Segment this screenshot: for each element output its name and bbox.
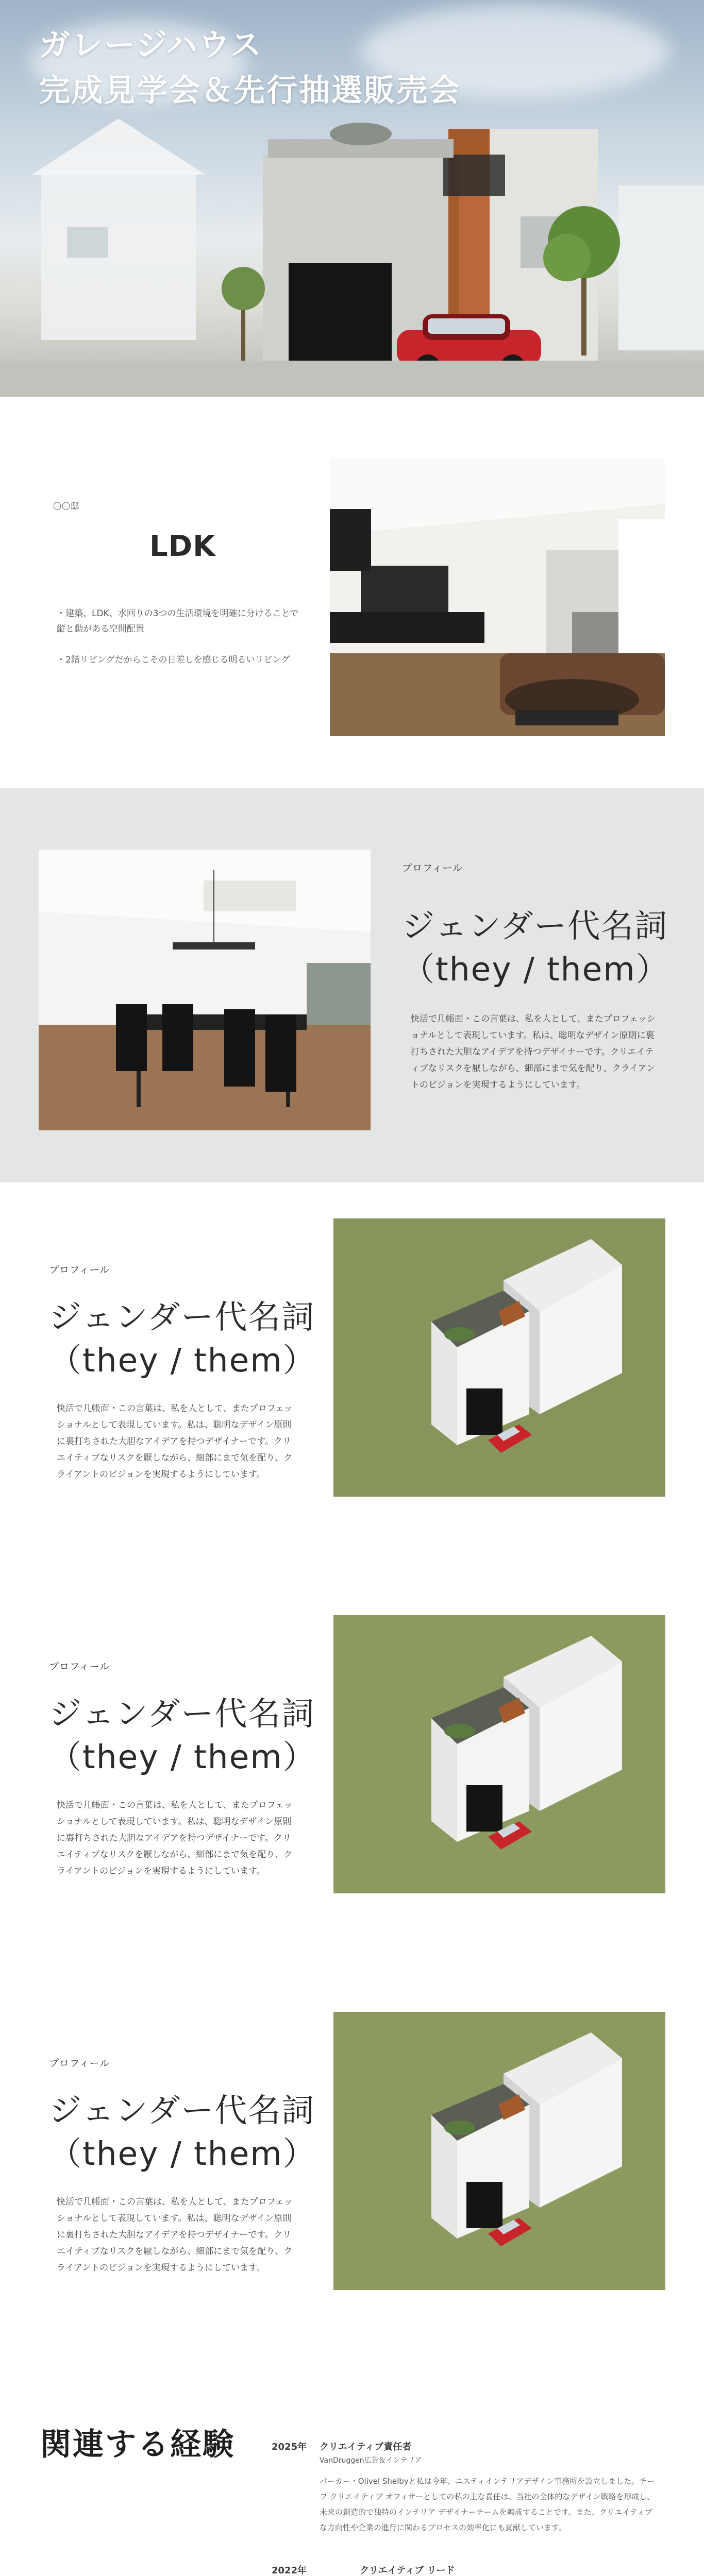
hero-section xyxy=(0,0,704,397)
experience-year: 2025年 xyxy=(272,2442,307,2452)
profile-name-line1: ジェンダー代名詞 xyxy=(49,2092,315,2129)
house-aerial-render xyxy=(333,1615,665,1893)
ldk-paragraph: ・建築、LDK、水回りの3つの生活環境を明確に分けることで縦と動がある空間配置 xyxy=(57,608,299,634)
experience-role: クリエイティブ リード xyxy=(360,2565,455,2576)
profile-name-line1: ジェンダー代名詞 xyxy=(402,907,668,945)
profile-description: 快活で几帳面・この言葉は、私を人として、またプロフェッショナルとして表現しています。私は、聡明なデザイン原則に裏打ちされた大胆なアイデアを持つデザイナーです。クリエイティブなリスクを厭しながら、細部にまで気を配り、クライアントのビジョンを実現するようにしています。 xyxy=(57,2197,293,2273)
profile-label: プロフィール xyxy=(49,1264,110,1276)
profile-name-line1: ジェンダー代名詞 xyxy=(49,1298,315,1336)
hero-title-line1: ガレージハウス xyxy=(39,27,263,63)
experience-role: クリエイティブ責任者 xyxy=(320,2442,412,2452)
profile-name xyxy=(49,2089,316,2176)
profile-label: プロフィール xyxy=(49,1661,110,1672)
profile-name-line2: （they / them） xyxy=(402,951,669,988)
experience-org: VanDruggen広告＆インテリア xyxy=(320,2456,422,2465)
experience-text: パーカー・Olivel Shelbyと私は今年、ニスティインテリアデザイン事務所を設立しました。チーフ クリエイティブ オフィサーとしての私の主な責任は、当社の全体的なデザイン戦略を形成し、未来の創造的で独特のインテリア デザイナーチームを編成することです。また、クリエイティブな方向性や企業の進行に関わるプロセスの効率化にも貢献しています。 xyxy=(320,2477,655,2532)
profile-section xyxy=(0,1218,704,1615)
profile-name-line2: （they / them） xyxy=(49,1342,316,1379)
hero-title xyxy=(39,23,461,113)
profile-name xyxy=(402,905,669,991)
profile-description: 快活で几帳面・この言葉は、私を人として、またプロフェッショナルとして表現しています。私は、聡明なデザイン原則に裏打ちされた大胆なアイデアを持つデザイナーです。クリエイティブなリスクを厭しながら、細部にまで気を配り、クライアントのビジョンを実現するようにしています。 xyxy=(411,1014,656,1090)
ldk-paragraph: ・2階リビングだからこその日差しを感じる明るいリビング xyxy=(57,655,290,665)
ldk-photo xyxy=(330,457,665,736)
ldk-title: LDK xyxy=(149,530,216,563)
profile-description: 快活で几帳面・この言葉は、私を人として、またプロフェッショナルとして表現しています。私は、聡明なデザイン原則に裏打ちされた大胆なアイデアを持つデザイナーです。クリエイティブなリスクを厭しながら、細部にまで気を配り、クライアントのビジョンを実現するようにしています。 xyxy=(57,1800,293,1876)
ldk-section xyxy=(0,397,704,788)
profile-label: プロフィール xyxy=(402,862,463,874)
profile-name xyxy=(49,1692,316,1779)
ldk-label: 〇〇邸 xyxy=(53,501,80,511)
profile-name-line2: （they / them） xyxy=(49,1738,316,1776)
profile-section xyxy=(0,2012,704,2409)
hero-title-line2: 完成見学会＆先行抽選販売会 xyxy=(39,73,461,109)
house-aerial-render xyxy=(333,1218,665,1497)
profile-description: 快活で几帳面・この言葉は、私を人として、またプロフェッショナルとして表現しています。私は、聡明なデザイン原則に裏打ちされた大胆なアイデアを持つデザイナーです。クリエイティブなリスクを厭しながら、細部にまで気を配り、クライアントのビジョンを実現するようにしています。 xyxy=(57,1403,293,1480)
experience-heading: 関連する経験 xyxy=(40,2427,235,2463)
profile-section xyxy=(0,788,704,1182)
experience-year: 2022年 xyxy=(272,2565,307,2576)
dining-photo xyxy=(39,850,371,1130)
house-aerial-render xyxy=(333,2012,665,2290)
profile-section xyxy=(0,1615,704,2012)
profile-label: プロフィール xyxy=(49,2058,110,2069)
experience-section xyxy=(0,2409,704,2576)
profile-name-line2: （they / them） xyxy=(49,2135,316,2173)
profile-name xyxy=(49,1296,316,1382)
profile-name-line1: ジェンダー代名詞 xyxy=(49,1695,315,1733)
